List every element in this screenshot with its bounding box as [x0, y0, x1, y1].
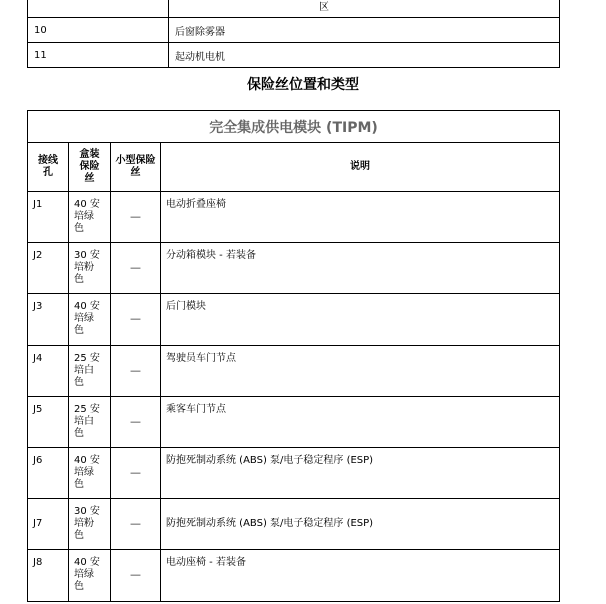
section-heading: 保险丝位置和类型 — [247, 77, 359, 93]
table-row — [28, 43, 560, 68]
table-row — [28, 294, 560, 345]
mini-fuse-cell: — — [111, 396, 161, 447]
row-number: 11 — [28, 43, 169, 68]
cavity-cell: J8 — [28, 550, 69, 601]
mini-fuse-cell: — — [111, 345, 161, 396]
description-cell: 防抱死制动系统 (ABS) 泵/电子稳定程序 (ESP) — [161, 447, 560, 498]
cartridge-fuse-cell: 40 安培绿色 — [69, 447, 111, 498]
cavity-cell: J1 — [28, 192, 69, 243]
header-desc: 说明 — [161, 143, 560, 192]
description-cell: 驾驶员车门节点 — [161, 345, 560, 396]
table-row — [28, 447, 560, 498]
cartridge-fuse-cell: 40 安培绿色 — [69, 192, 111, 243]
top-table — [27, 0, 560, 68]
mini-fuse-cell: — — [111, 192, 161, 243]
cartridge-fuse-cell: 30 安培粉色 — [69, 243, 111, 294]
row-description: 起动机电机 — [169, 43, 560, 68]
table-row — [28, 192, 560, 243]
cartridge-fuse-cell: 25 安培白色 — [69, 396, 111, 447]
header-cartridge: 盒装保险丝 — [69, 143, 111, 192]
cartridge-fuse-cell: 40 安培绿色 — [69, 294, 111, 345]
cavity-cell: J6 — [28, 447, 69, 498]
table-title: 完全集成供电模块 (TIPM) — [28, 111, 560, 143]
row-description: 区 — [169, 0, 560, 18]
table-row — [28, 18, 560, 43]
table-row — [28, 345, 560, 396]
cavity-cell: J3 — [28, 294, 69, 345]
fuse-table — [27, 110, 560, 602]
mini-fuse-cell: — — [111, 550, 161, 601]
description-cell: 乘客车门节点 — [161, 396, 560, 447]
table-row — [28, 499, 560, 550]
description-cell: 防抱死制动系统 (ABS) 泵/电子稳定程序 (ESP) — [161, 499, 560, 550]
table-row — [28, 396, 560, 447]
header-mini: 小型保险丝 — [111, 143, 161, 192]
mini-fuse-cell: — — [111, 243, 161, 294]
mini-fuse-cell: — — [111, 294, 161, 345]
cavity-cell: J7 — [28, 499, 69, 550]
description-cell: 电动座椅 - 若装备 — [161, 550, 560, 601]
cavity-cell: J2 — [28, 243, 69, 294]
row-number: 10 — [28, 18, 169, 43]
description-cell: 后门模块 — [161, 294, 560, 345]
mini-fuse-cell: — — [111, 499, 161, 550]
cartridge-fuse-cell: 40 安培绿色 — [69, 550, 111, 601]
row-description: 后窗除雾器 — [169, 18, 560, 43]
cartridge-fuse-cell: 30 安培粉色 — [69, 499, 111, 550]
mini-fuse-cell: — — [111, 447, 161, 498]
table-row — [28, 550, 560, 601]
cartridge-fuse-cell: 25 安培白色 — [69, 345, 111, 396]
cavity-cell: J5 — [28, 396, 69, 447]
description-cell: 分动箱模块 - 若装备 — [161, 243, 560, 294]
header-cavity: 接线孔 — [28, 143, 69, 192]
table-row — [28, 243, 560, 294]
row-number — [28, 0, 169, 18]
cavity-cell: J4 — [28, 345, 69, 396]
table-row — [28, 0, 560, 18]
description-cell: 电动折叠座椅 — [161, 192, 560, 243]
